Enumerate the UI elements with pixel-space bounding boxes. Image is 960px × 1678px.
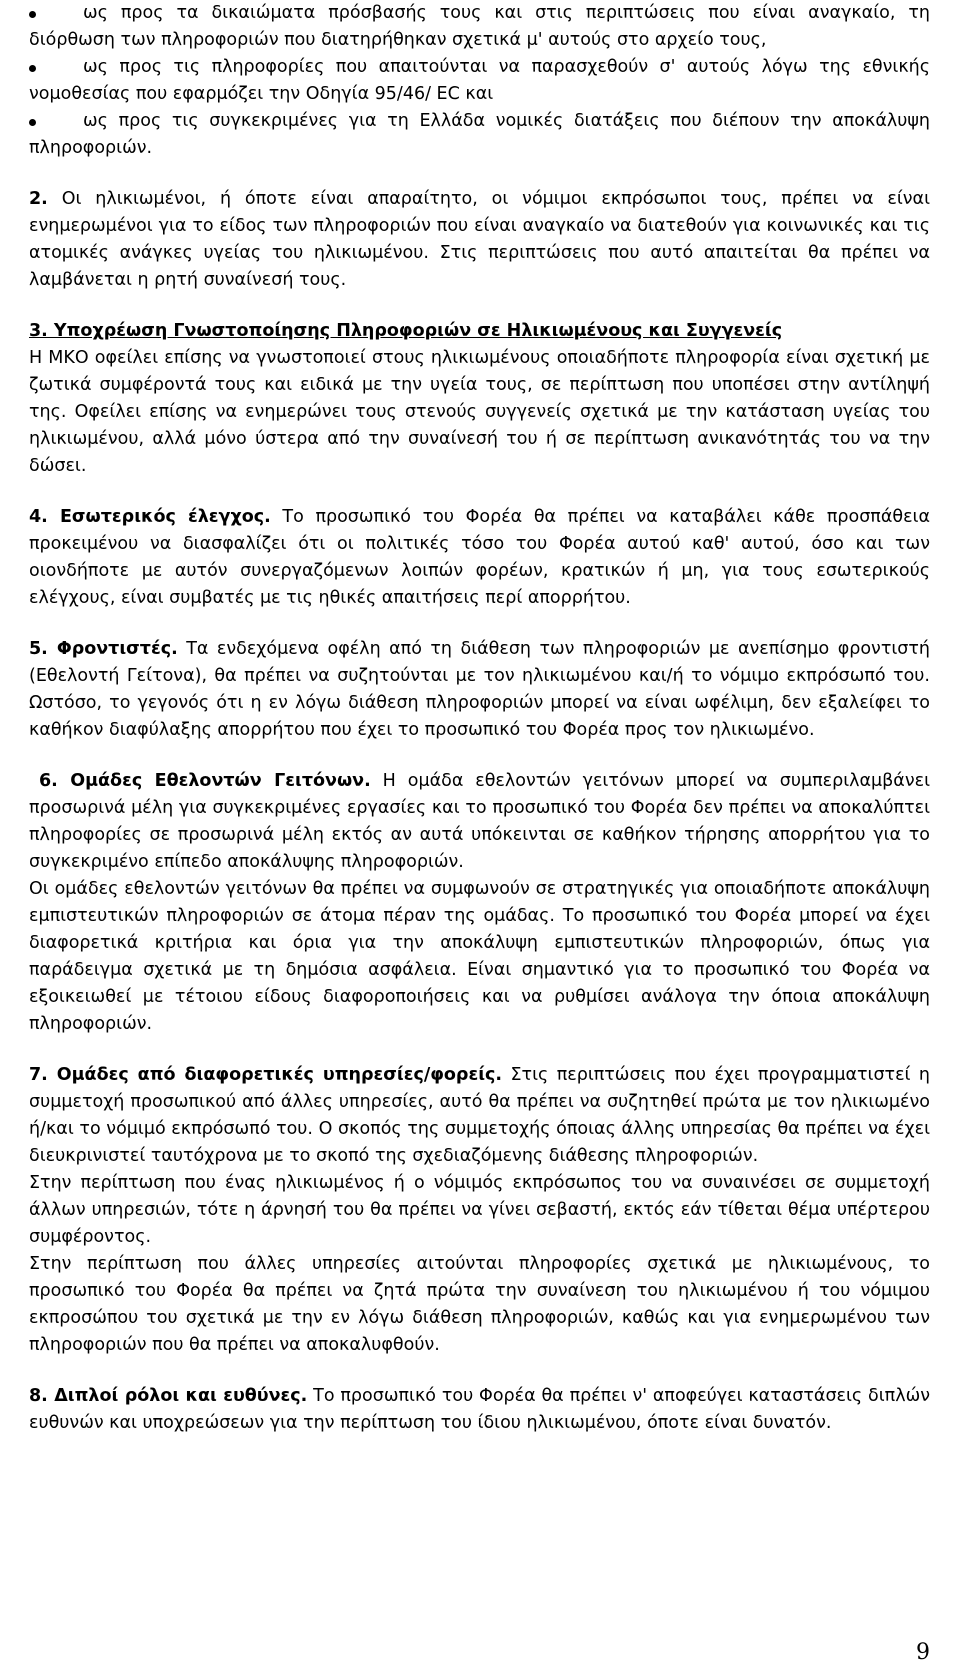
section-title: 5. Φροντιστές. <box>29 639 178 659</box>
bullet-text: ως προς τα δικαιώματα πρόσβασής τους και στις περιπτώσεις που είναι αναγκαίο, τη διόρθωση των πληροφοριών που διατηρήθηκαν σχετικά μ' αυτούς στο αρχείο τους, <box>29 3 930 50</box>
section-title: 6. Ομάδες Εθελοντών Γειτόνων. <box>39 771 371 791</box>
section-3-body: Η ΜΚΟ οφείλει επίσης να γνωστοποιεί στους ηλικιωμένους οποιαδήποτε πληροφορία είναι σχετική με ζωτικά συμφέροντά τους και ειδικά με την υγεία τους, σε περίπτωση που υποπέσει στην αντίληψή της. Οφείλει επίσης να ενημερώνει τους στενούς συγγενείς σχετικά με την κατάσταση υγείας του ηλικιωμένου, αλλά μόνο ύστερα από την συναίνεσή του ή σε περίπτωση ανικανότητάς του να την δώσει. <box>29 348 930 476</box>
section-5 <box>29 636 930 744</box>
section-text: Στις περιπτώσεις που έχει προγραμματιστεί η συμμετοχή προσωπικού από άλλες υπηρεσίες, αυτό θα πρέπει να συζητηθεί πρώτα με τον ηλικιωμένο ή/και το νόμιμό εκπρόσωπό του. Ο σκοπός της συμμετοχής όποιας άλλης υπηρεσίας θα πρέπει να έχει διευκρινιστεί ταυτόχρονα με το σκοπό της σχεδιαζόμενης διάθεσης πληροφοριών. <box>29 1065 930 1166</box>
section-8 <box>29 1383 930 1437</box>
section-text: Οι ηλικιωμένοι, ή όποτε είναι απαραίτητο, οι νόμιμοι εκπρόσωποι τους, πρέπει να είναι ενημερωμένοι για το είδος των πληροφοριών που είναι αναγκαίο να διατεθούν για κοινωνικές και τις ατομικές ανάγκες υγείας του ηλικιωμένου. Στις περιπτώσεις που αυτό απαιτείται θα πρέπει να λαμβάνεται η ρητή συναίνεσή τους. <box>29 189 930 290</box>
section-text: Το προσωπικό του Φορέα θα πρέπει να καταβάλει κάθε προσπάθεια προκειμένου να διασφαλίζει ότι οι πολιτικές τόσο του Φορέα αυτού καθ' αυτού, όσο και των οιονδήποτε με αυτόν συνεργαζόμενων λοιπών φορέων, κρατικών ή μη, για τους εσωτερικούς ελέγχους, είναι συμβατές με τις ηθικές απαιτήσεις περί απορρήτου. <box>29 507 930 608</box>
section-2 <box>29 186 930 294</box>
page-number: 9 <box>916 1640 930 1665</box>
document-page <box>29 0 930 1437</box>
bullet-dot-icon <box>29 65 36 72</box>
section-title: 8. Διπλοί ρόλοι και ευθύνες. <box>29 1386 308 1406</box>
section-text: Τα ενδεχόμενα οφέλη από τη διάθεση των πληροφοριών με ανεπίσημο φροντιστή (Εθελοντή Γείτονα), θα πρέπει να συζητούνται με τον ηλικιωμένου και/ή το νόμιμο εκπρόσωπό του. Ωστόσο, το γεγονός ότι η εν λόγω διάθεση πληροφοριών μπορεί να είναι ωφέλιμη, δεν εξαλείφει το καθήκον διαφύλαξης απορρήτου που έχει το προσωπικό του Φορέα προς τον ηλικιωμένο. <box>29 639 931 740</box>
section-6-para-2: Οι ομάδες εθελοντών γειτόνων θα πρέπει να συμφωνούν σε στρατηγικές για οποιαδήποτε αποκάλυψη εμπιστευτικών πληροφοριών σε άτομα πέραν της ομάδας. Το προσωπικό του Φορέα μπορεί να έχει διαφορετικά κριτήρια και όρια για την αποκάλυψη εμπιστευτικών πληροφοριών, όπως για παράδειγμα σχετικά με τη δημόσια ασφάλεια. Είναι σημαντικό για το προσωπικό του Φορέα να εξοικειωθεί με τέτοιου είδους διαφοροποιήσεις και να ρυθμίσει ανάλογα την όποια αποκάλυψη πληροφοριών. <box>29 879 930 1034</box>
bullet-item <box>29 54 930 108</box>
section-title: 4. Εσωτερικός έλεγχος. <box>29 507 271 527</box>
bullet-text: ως προς τις πληροφορίες που απαιτούνται να παρασχεθούν σ' αυτούς λόγω της εθνικής νομοθεσίας που εφαρμόζει την Οδηγία 95/46/ EC και <box>29 57 930 104</box>
bullet-dot-icon <box>29 119 36 126</box>
section-6 <box>29 768 930 876</box>
section-7 <box>29 1062 930 1170</box>
section-4 <box>29 504 930 612</box>
section-title: 3. Υποχρέωση Γνωστοποίησης Πληροφοριών σε Ηλικιωμένους και Συγγενείς <box>29 321 783 341</box>
section-text: Το προσωπικό του Φορέα θα πρέπει ν' αποφεύγει καταστάσεις διπλών ευθυνών και υποχρεώσεων για την περίπτωση του ίδιου ηλικιωμένου, όποτε είναι δυνατόν. <box>29 1386 930 1433</box>
section-3-heading <box>29 318 930 345</box>
bullet-item <box>29 108 930 162</box>
section-7-para-2: Στην περίπτωση που ένας ηλικιωμένος ή ο νόμιμός εκπρόσωπος του να συναινέσει σε συμμετοχή άλλων υπηρεσιών, τότε η άρνησή του θα πρέπει να γίνει σεβαστή, εκτός εάν τίθεται θέμα υπέρτερου συμφέροντος. <box>29 1173 930 1247</box>
bullet-item <box>29 0 930 54</box>
bullet-dot-icon <box>29 11 36 18</box>
section-number: 2. <box>29 189 48 209</box>
section-text: Η ομάδα εθελοντών γειτόνων μπορεί να συμπεριλαμβάνει προσωρινά μέλη για συγκεκριμένες εργασίες και το προσωπικό του Φορέα δεν πρέπει να αποκαλύπτει πληροφορίες σε προσωρινά μέλη εκτός αν αυτά υπόκεινται σε καθήκον τήρησης απορρήτου για το συγκεκριμένο επίπεδο αποκάλυψης πληροφοριών. <box>29 771 930 872</box>
bullet-text: ως προς τις συγκεκριμένες για τη Ελλάδα νομικές διατάξεις που διέπουν την αποκάλυψη πληροφοριών. <box>29 111 930 158</box>
section-title: 7. Ομάδες από διαφορετικές υπηρεσίες/φορείς. <box>29 1065 503 1085</box>
section-7-para-3: Στην περίπτωση που άλλες υπηρεσίες αιτούνται πληροφορίες σχετικά με ηλικιωμένους, το προσωπικό του Φορέα θα πρέπει να ζητά πρώτα την συναίνεση του ηλικιωμένου ή του νόμιμου εκπροσώπου του σχετικά με την εν λόγω διάθεση πληροφοριών, καθώς και για ενημερωμένου των πληροφοριών που θα πρέπει να αποκαλυφθούν. <box>29 1254 930 1355</box>
